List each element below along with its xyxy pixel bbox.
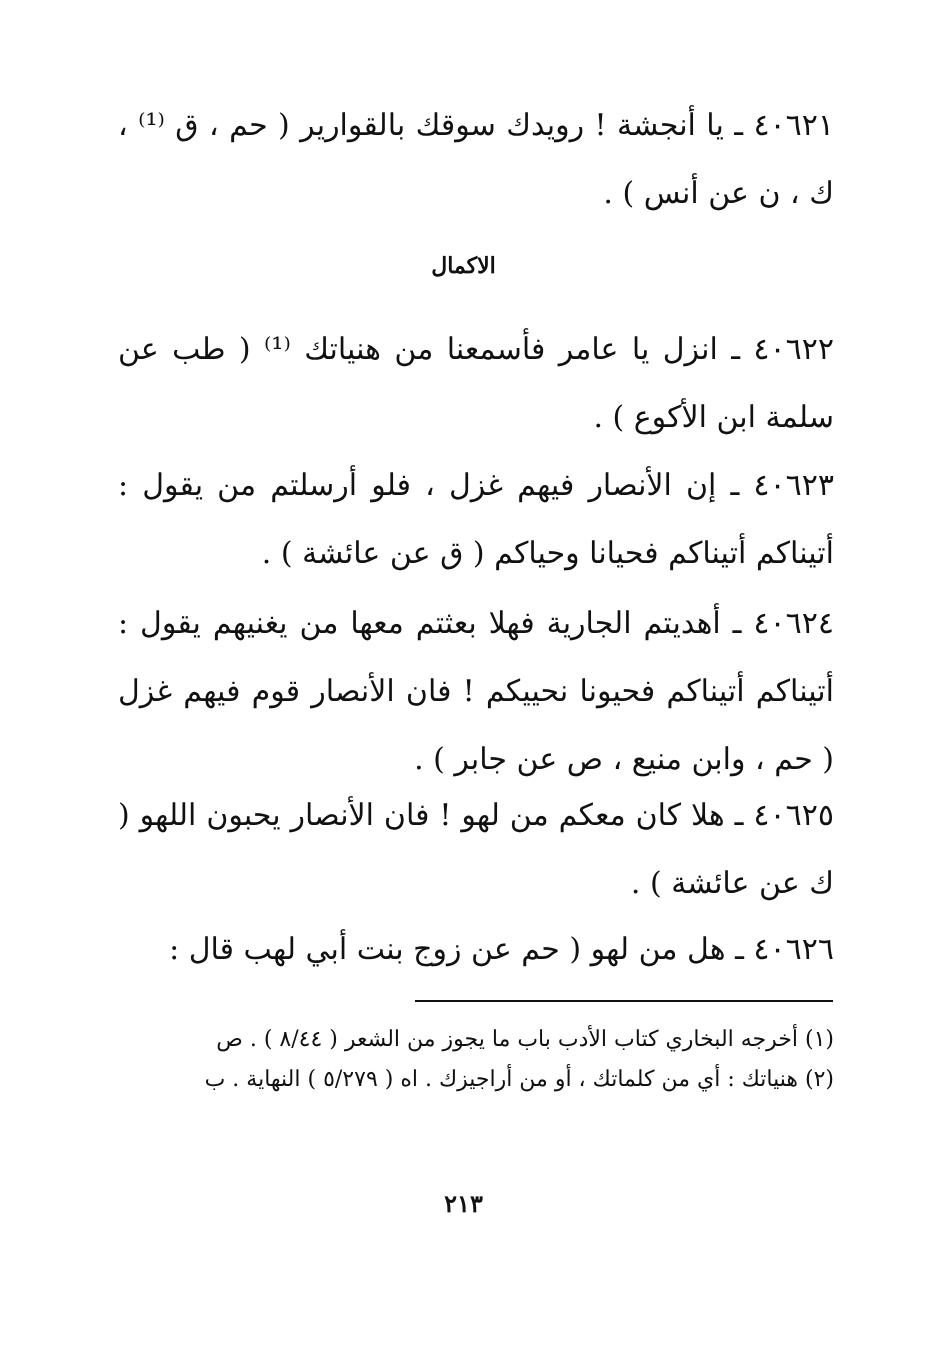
hadith-entry-40623 (118, 452, 834, 588)
hadith-entry-40624 (118, 590, 834, 794)
footnote-divider (415, 1000, 833, 1002)
hadith-text: ٤٠٦٢٦ ـ هل من لهو ( حم عن زوج بنت أبي لهب قال : (169, 932, 834, 967)
section-heading: الاكمال (431, 253, 496, 279)
hadith-entry-40626 (118, 916, 834, 984)
hadith-text: ٤٠٦٢٤ ـ أهديتم الجارية فهلا بعثتم معها من يغنيهم يقول : أتيناكم أتيناكم فحيونا نحييكم ! فان الأنصار قوم فيهم غزل ( حم ، وابن منيع ، ص عن جابر ) . (118, 606, 834, 777)
hadith-entry-40622 (118, 316, 834, 452)
footnote-2: (٢) هنياتك : أي من كلماتك ، أو من أراجيزك . اه ( ٥/٢٧٩ ) النهاية . ب (204, 1067, 834, 1092)
hadith-text: ٤٠٦٢٣ ـ إن الأنصار فيهم غزل ، فلو أرسلتم من يقول : أتيناكم أتيناكم فحيانا وحياكم ( ق عن عائشة ) . (118, 468, 834, 571)
hadith-text: ٤٠٦٢٢ ـ انزل يا عامر فأسمعنا من هنياتك ⁽¹⁾ ( طب عن سلمة ابن الأكوع ) . (118, 332, 834, 435)
footnote-1: (١) أخرجه البخاري كتاب الأدب باب ما يجوز من الشعر ( ٨/٤٤ ) . ص (216, 1027, 834, 1052)
hadith-text: ٤٠٦٢٥ ـ هلا كان معكم من لهو ! فان الأنصار يحبون اللهو ( ك عن عائشة ) . (118, 798, 834, 901)
hadith-text: ٤٠٦٢١ ـ يا أنجشة ! رويدك سوقك بالقوارير ( حم ، ق ⁽¹⁾ ، ك ، ن عن أنس ) . (118, 108, 835, 211)
hadith-entry-40625 (118, 782, 834, 918)
footnotes (118, 1020, 834, 1100)
page-number: ٢١٣ (444, 1189, 483, 1218)
hadith-entry-40621 (118, 92, 834, 228)
